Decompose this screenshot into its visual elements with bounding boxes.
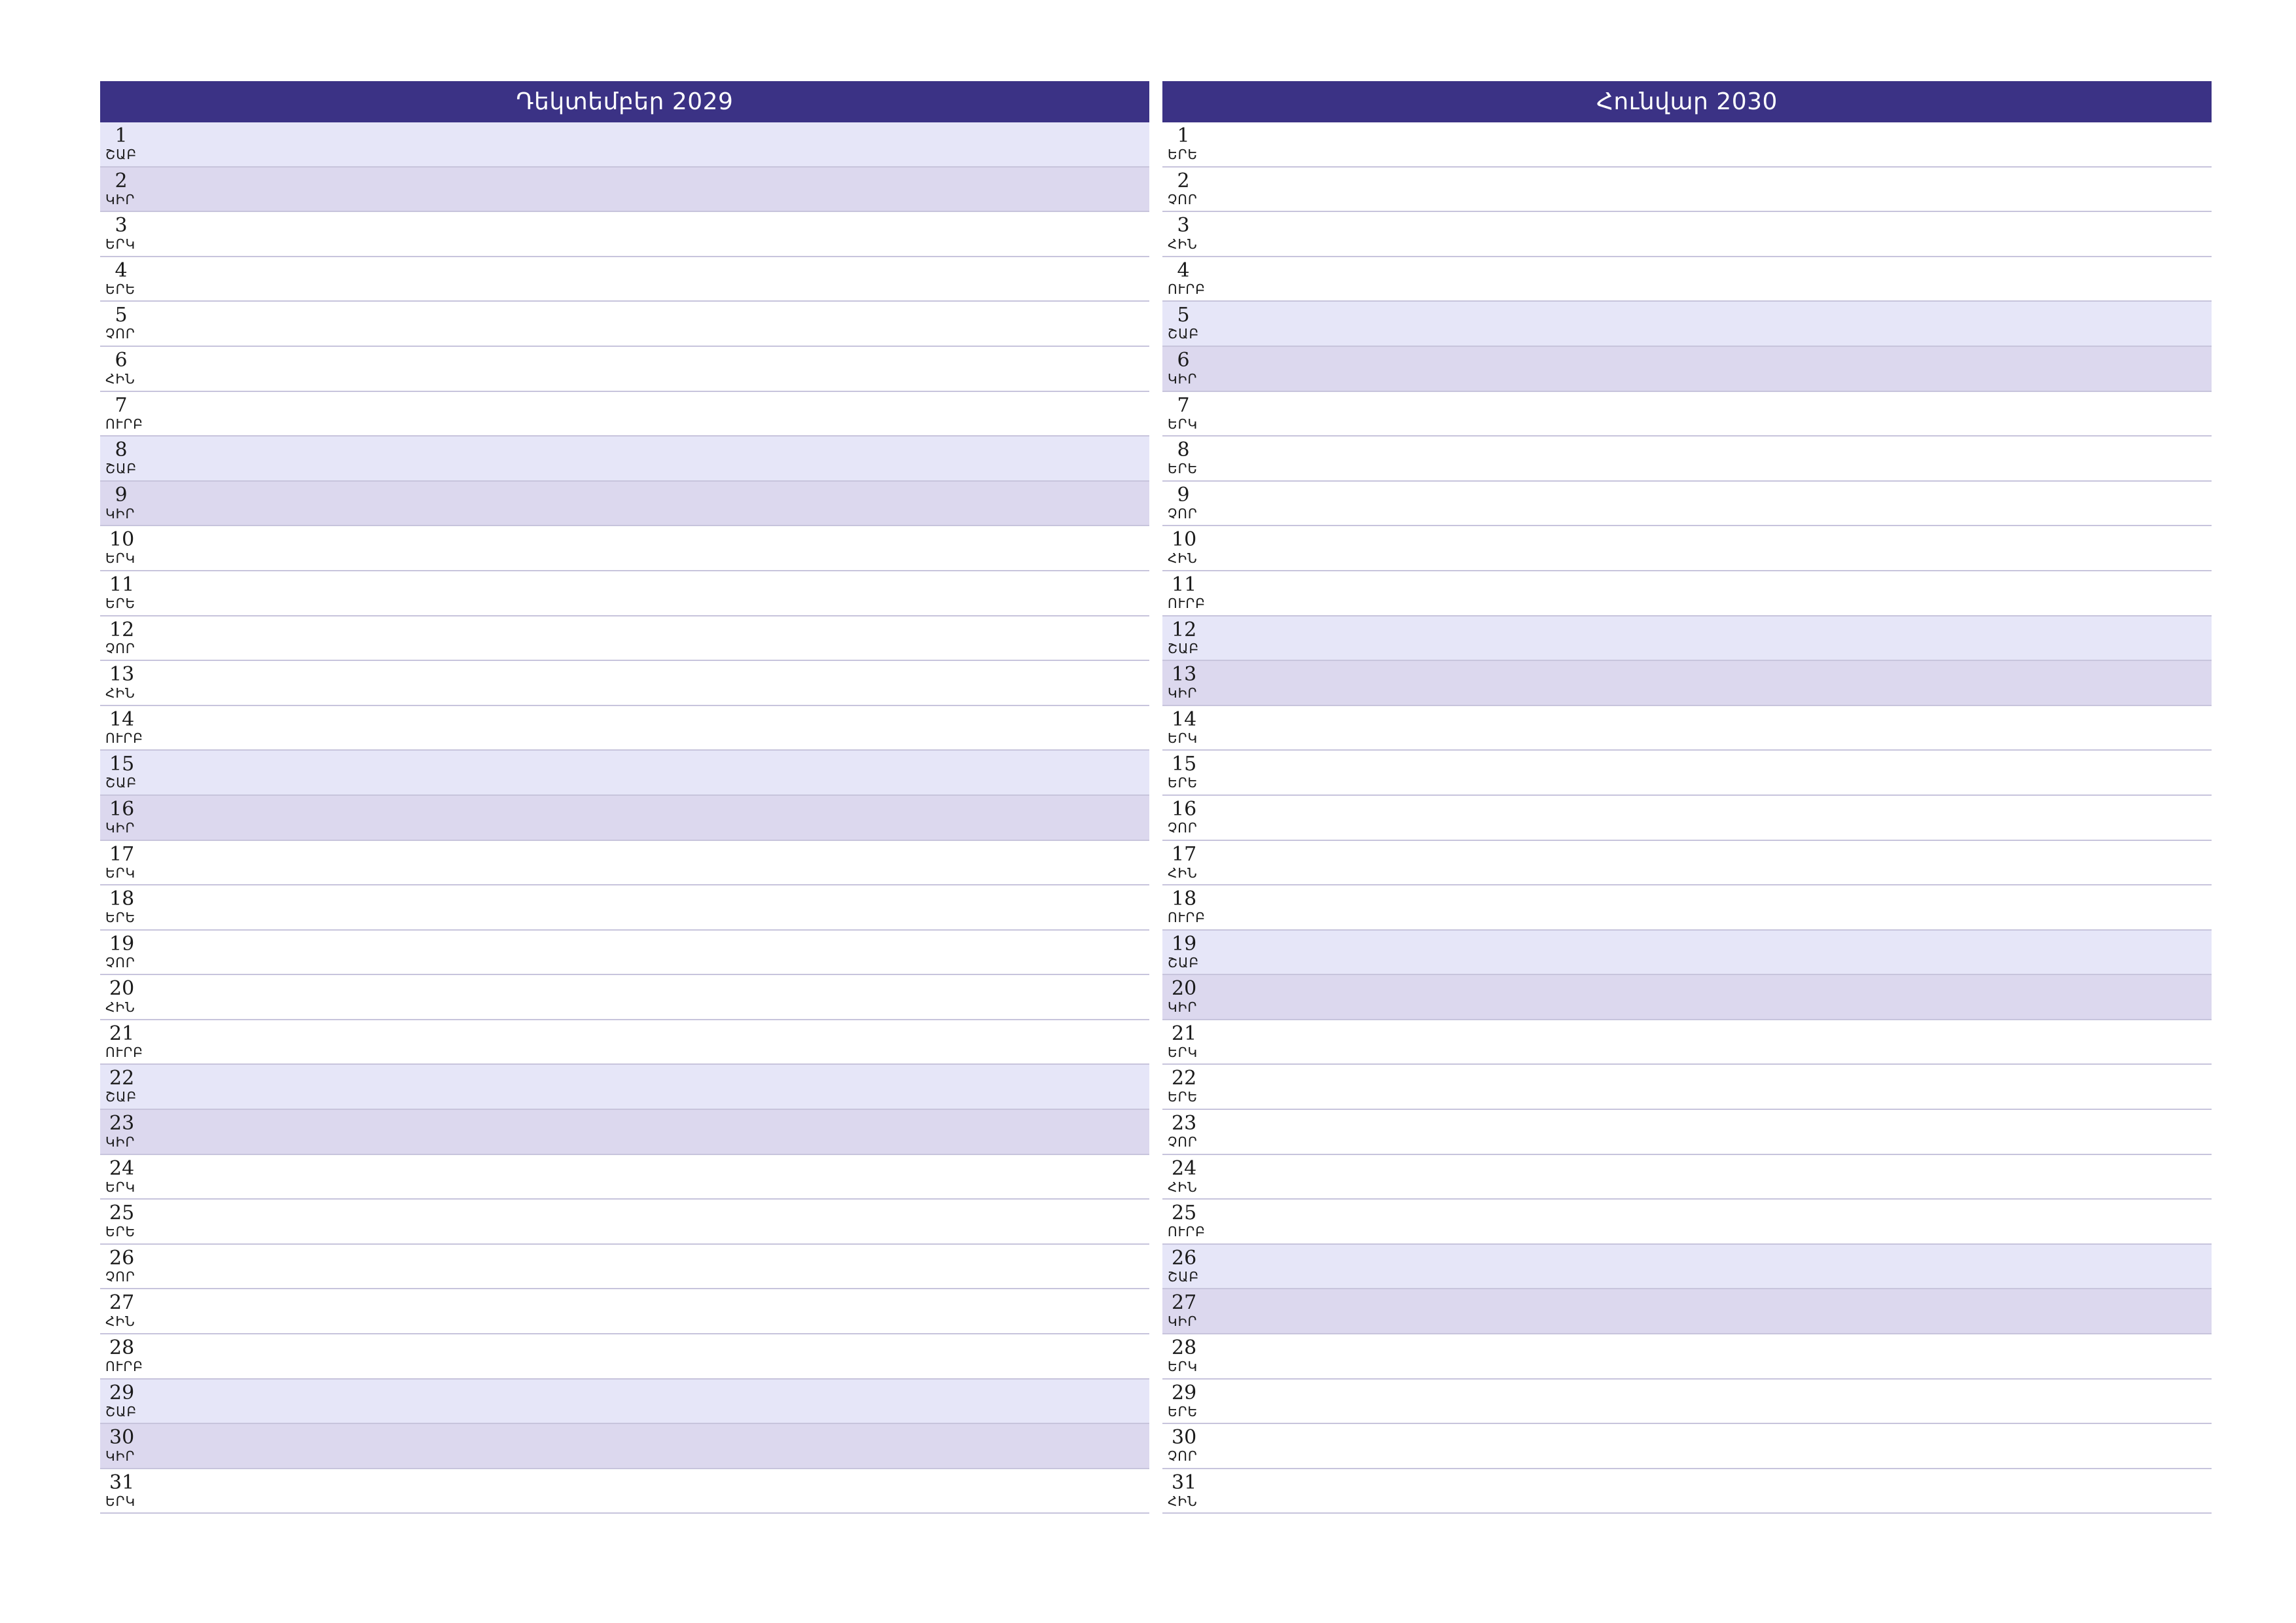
day-number: 15 [109,753,135,776]
day-row[interactable] [100,616,1149,662]
day-number: 2 [115,169,128,192]
day-number: 21 [109,1022,135,1045]
weekday-abbr: ՇԱԲ [1168,326,1200,342]
day-number: 5 [115,304,128,327]
day-number: 29 [1172,1381,1197,1404]
weekday-abbr: ԵՐԵ [105,1224,136,1240]
day-row[interactable] [1162,975,2212,1020]
day-number: 3 [1177,214,1190,238]
day-number: 19 [109,932,135,955]
day-number: 2 [1177,169,1190,192]
day-row[interactable] [1162,1469,2212,1514]
weekday-abbr: ՉՈՐ [1168,1134,1198,1150]
day-number: 9 [115,483,128,507]
day-number: 23 [109,1112,135,1135]
weekday-abbr: ԵՐԿ [105,550,136,567]
day-row[interactable] [1162,482,2212,527]
weekday-abbr: ՇԱԲ [105,461,137,477]
day-row[interactable] [100,1289,1149,1334]
day-row[interactable] [100,1424,1149,1469]
day-row[interactable] [100,571,1149,616]
day-row[interactable] [100,212,1149,257]
day-number: 4 [1177,259,1190,282]
day-row[interactable] [100,257,1149,302]
day-row[interactable] [100,796,1149,841]
weekday-abbr: ԿԻՐ [1168,370,1198,387]
day-row[interactable] [1162,347,2212,392]
day-row[interactable] [1162,1110,2212,1155]
day-number: 22 [109,1067,135,1090]
weekday-abbr: ԿԻՐ [1168,1313,1198,1330]
day-number: 27 [109,1291,135,1315]
day-number: 30 [109,1426,135,1450]
day-row[interactable] [100,1469,1149,1514]
day-number: 22 [1172,1067,1197,1090]
day-list [100,122,1149,1514]
weekday-abbr: ՀԻՆ [105,999,135,1016]
weekday-abbr: ԵՐԵ [105,595,136,611]
day-row[interactable] [1162,796,2212,841]
day-number: 20 [109,977,135,1001]
weekday-abbr: ՇԱԲ [105,775,137,791]
day-number: 25 [1172,1202,1197,1225]
weekday-abbr: ՇԱԲ [1168,954,1200,971]
weekday-abbr: ՈՒՐԲ [105,416,143,432]
day-number: 8 [115,438,128,462]
day-row[interactable] [1162,257,2212,302]
day-row[interactable] [1162,1334,2212,1380]
day-number: 13 [1172,663,1197,687]
day-row[interactable] [100,122,1149,168]
weekday-abbr: ՈՒՐԲ [105,730,143,746]
day-number: 3 [115,214,128,238]
weekday-abbr: ԵՐԿ [1168,1359,1198,1375]
day-row[interactable] [1162,751,2212,796]
day-row[interactable] [100,885,1149,931]
weekday-abbr: ՀԻՆ [105,1313,135,1330]
day-number: 15 [1172,753,1197,776]
day-row[interactable] [100,751,1149,796]
day-number: 18 [1172,887,1197,911]
weekday-abbr: ԵՐԿ [1168,1044,1198,1060]
day-row[interactable] [1162,122,2212,168]
weekday-abbr: ՀԻՆ [1168,1179,1198,1195]
weekday-abbr: ՉՈՐ [1168,1448,1198,1465]
weekday-abbr: ԿԻՐ [105,1134,135,1150]
day-row[interactable] [1162,616,2212,662]
day-row[interactable] [100,482,1149,527]
weekday-abbr: ԵՐԿ [105,236,136,253]
weekday-abbr: ՈՒՐԲ [105,1044,143,1060]
day-number: 1 [1177,124,1190,147]
day-row[interactable] [100,347,1149,392]
day-number: 16 [1172,797,1197,821]
day-number: 24 [1172,1156,1197,1180]
day-number: 8 [1177,438,1190,462]
day-row[interactable] [100,1200,1149,1245]
weekday-abbr: ԵՐԵ [1168,461,1198,477]
day-number: 31 [109,1471,135,1494]
day-row[interactable] [100,975,1149,1020]
day-number: 20 [1172,977,1197,1001]
weekday-abbr: ՉՈՐ [1168,819,1198,836]
weekday-abbr: ՀԻՆ [1168,550,1198,567]
day-number: 28 [1172,1336,1197,1360]
weekday-abbr: ՈՒՐԲ [1168,281,1206,297]
weekday-abbr: ՀԻՆ [1168,865,1198,881]
day-number: 10 [109,528,135,552]
weekday-abbr: ԵՐԵ [1168,147,1198,162]
day-row[interactable] [1162,1245,2212,1290]
weekday-abbr: ԿԻՐ [105,1448,135,1465]
day-number: 19 [1172,932,1197,955]
weekday-abbr: ԵՐԿ [1168,730,1198,746]
calendar-page [100,81,2212,1555]
day-number: 17 [1172,842,1197,866]
day-number: 11 [109,573,135,596]
weekday-abbr: ՉՈՐ [1168,191,1198,207]
weekday-abbr: ԿԻՐ [1168,999,1198,1016]
day-number: 28 [109,1336,135,1360]
day-number: 31 [1172,1471,1197,1494]
day-number: 6 [115,348,128,372]
weekday-abbr: ՀԻՆ [105,685,135,702]
weekday-abbr: ԵՐԵ [1168,1089,1198,1105]
day-row[interactable] [100,841,1149,886]
day-row[interactable] [1162,1380,2212,1425]
weekday-abbr: ՇԱԲ [105,147,137,162]
weekday-abbr: ՈՒՐԲ [105,1359,143,1375]
day-row[interactable] [1162,526,2212,571]
day-row[interactable] [100,1155,1149,1200]
day-number: 14 [109,707,135,731]
day-row[interactable] [1162,212,2212,257]
weekday-abbr: ԵՐԵ [1168,775,1198,791]
month-title: Հունվար 2030 [1162,81,2212,122]
weekday-abbr: ՇԱԲ [1168,640,1200,656]
day-number: 7 [1177,393,1190,417]
day-row[interactable] [1162,841,2212,886]
weekday-abbr: ԵՐԿ [105,1179,136,1195]
day-row[interactable] [100,931,1149,976]
day-row[interactable] [1162,571,2212,616]
day-row[interactable] [100,1065,1149,1110]
day-row[interactable] [100,706,1149,751]
day-row[interactable] [1162,1065,2212,1110]
day-row[interactable] [1162,1200,2212,1245]
weekday-abbr: ԵՐԵ [105,910,136,926]
day-row[interactable] [1162,168,2212,213]
weekday-abbr: ՉՈՐ [105,326,135,342]
day-row[interactable] [100,437,1149,482]
day-row[interactable] [100,1110,1149,1155]
day-row[interactable] [1162,437,2212,482]
day-number: 13 [109,663,135,687]
day-number: 23 [1172,1112,1197,1135]
day-row[interactable] [100,302,1149,347]
month-title: Դեկտեմբեր 2029 [100,81,1149,122]
weekday-abbr: ՈՒՐԲ [1168,910,1206,926]
weekday-abbr: ՈՒՐԲ [1168,595,1206,611]
weekday-abbr: ՇԱԲ [1168,1268,1200,1285]
day-number: 27 [1172,1291,1197,1315]
day-number: 21 [1172,1022,1197,1045]
weekday-abbr: ԿԻՐ [1168,685,1198,702]
day-number: 26 [1172,1246,1197,1270]
weekday-abbr: ՀԻՆ [1168,236,1198,253]
day-row[interactable] [1162,1155,2212,1200]
month-column-january-2030 [1162,81,2212,1555]
day-number: 9 [1177,483,1190,507]
day-row[interactable] [100,661,1149,706]
weekday-abbr: ԵՐԵ [1168,1403,1198,1419]
weekday-abbr: ՉՈՐ [105,1268,135,1285]
weekday-abbr: ԿԻՐ [105,191,135,207]
weekday-abbr: ԵՐԵ [105,281,136,297]
day-number: 6 [1177,348,1190,372]
day-row[interactable] [1162,931,2212,976]
day-row[interactable] [1162,302,2212,347]
day-number: 1 [115,124,128,147]
day-row[interactable] [100,168,1149,213]
day-row[interactable] [100,1020,1149,1065]
weekday-abbr: ՉՈՐ [105,954,135,971]
weekday-abbr: ԵՐԿ [105,865,136,881]
day-number: 7 [115,393,128,417]
day-row[interactable] [1162,885,2212,931]
day-number: 16 [109,797,135,821]
day-number: 4 [115,259,128,282]
day-number: 25 [109,1202,135,1225]
day-row[interactable] [100,392,1149,437]
day-row[interactable] [100,1245,1149,1290]
weekday-abbr: ՀԻՆ [1168,1493,1198,1509]
day-number: 30 [1172,1426,1197,1450]
day-row[interactable] [1162,1020,2212,1065]
day-row[interactable] [1162,706,2212,751]
day-row[interactable] [1162,392,2212,437]
day-row[interactable] [1162,1424,2212,1469]
day-number: 24 [109,1156,135,1180]
day-number: 11 [1172,573,1197,596]
weekday-abbr: ԵՐԿ [105,1493,136,1509]
day-row[interactable] [100,526,1149,571]
day-row[interactable] [100,1334,1149,1380]
weekday-abbr: ՉՈՐ [1168,505,1198,522]
weekday-abbr: ՈՒՐԲ [1168,1224,1206,1240]
day-number: 10 [1172,528,1197,552]
day-number: 12 [109,618,135,641]
day-number: 26 [109,1246,135,1270]
day-number: 29 [109,1381,135,1404]
weekday-abbr: ՇԱԲ [105,1089,137,1105]
day-row[interactable] [1162,1289,2212,1334]
day-number: 17 [109,842,135,866]
month-column-december-2029 [100,81,1149,1555]
weekday-abbr: ԿԻՐ [105,505,135,522]
day-number: 18 [109,887,135,911]
weekday-abbr: ՀԻՆ [105,370,135,387]
weekday-abbr: ԵՐԿ [1168,416,1198,432]
weekday-abbr: ԿԻՐ [105,819,135,836]
day-row[interactable] [100,1380,1149,1425]
day-number: 14 [1172,707,1197,731]
day-row[interactable] [1162,661,2212,706]
day-number: 12 [1172,618,1197,641]
weekday-abbr: ՉՈՐ [105,640,135,656]
day-list [1162,122,2212,1514]
weekday-abbr: ՇԱԲ [105,1403,137,1419]
day-number: 5 [1177,304,1190,327]
